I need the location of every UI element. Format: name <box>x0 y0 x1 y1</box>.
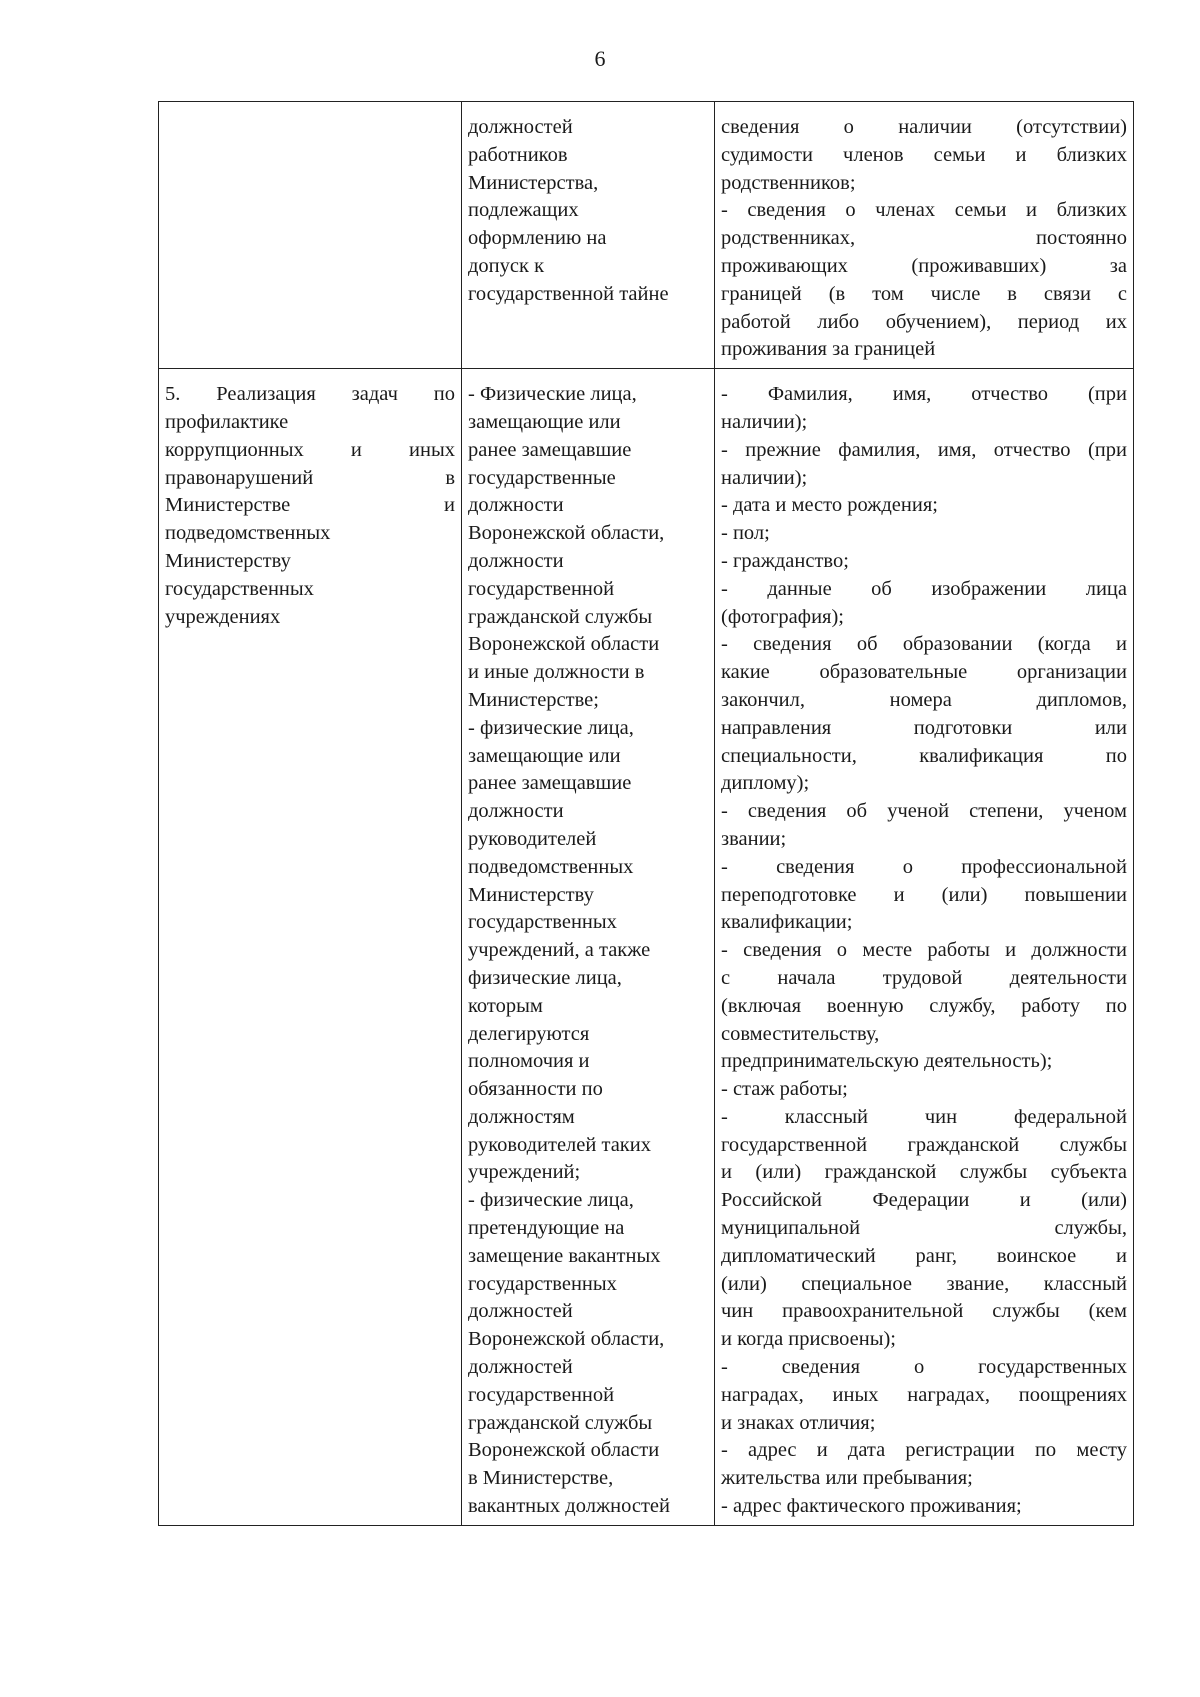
cell-line: гражданской службы <box>468 1411 653 1434</box>
cell-line: проживания за границей <box>721 338 936 361</box>
cell-line: проживающих (проживавших) за <box>721 254 1127 277</box>
cell-line: - физические лица, <box>468 1189 634 1212</box>
cell-line: и знаках отличия; <box>721 1411 876 1434</box>
cell-line: диплому); <box>721 772 810 795</box>
cell-line: сведения о наличии (отсутствии) <box>721 116 1127 138</box>
cell-line: и когда присвоены); <box>721 1328 897 1351</box>
cell-line: Министерстве; <box>468 688 599 711</box>
cell-line: подлежащих <box>468 199 579 222</box>
cell-purpose <box>159 102 462 369</box>
cell-line: работников <box>468 143 568 166</box>
cell-line: должностям <box>468 1105 575 1128</box>
cell-subjects <box>462 102 715 369</box>
data-processing-table <box>158 101 1134 1526</box>
cell-line: Воронежской области, <box>468 522 665 545</box>
cell-line: предпринимательскую деятельность); <box>721 1050 1053 1073</box>
cell-line: государственной гражданской службы <box>721 1133 1127 1156</box>
cell-line: - данные об изображении лица <box>721 577 1127 600</box>
cell-line: ранее замещавшие <box>468 438 632 461</box>
page-number: 6 <box>594 46 606 71</box>
cell-line: Воронежской области <box>468 1439 660 1462</box>
cell-line: с начала трудовой деятельности <box>721 966 1127 989</box>
cell-line: - сведения об образовании (когда и <box>721 633 1127 656</box>
cell-line: Министерству <box>165 549 291 572</box>
cell-line: оформлению на <box>468 227 607 250</box>
cell-line: - гражданство; <box>721 549 849 572</box>
cell-line: муниципальной службы, <box>721 1217 1127 1240</box>
cell-line: - сведения об ученой степени, ученом <box>721 800 1127 823</box>
cell-line: претендующие на <box>468 1217 625 1240</box>
cell-line: в Министерстве, <box>468 1467 614 1490</box>
cell-line: обязанности по <box>468 1078 603 1101</box>
cell-line: (фотография); <box>721 605 844 628</box>
cell-line: - стаж работы; <box>721 1078 848 1101</box>
cell-line: границей (в том числе в связи с <box>721 282 1127 305</box>
cell-line: замещающие или <box>468 410 621 433</box>
cell-line: руководителей таких <box>468 1133 651 1156</box>
cell-data-list <box>715 369 1134 1526</box>
cell-subjects <box>462 369 715 1526</box>
cell-line: - сведения о членах семьи и близких <box>721 199 1127 222</box>
cell-data-list <box>715 102 1134 369</box>
cell-line: родственников; <box>721 171 856 194</box>
cell-line: Министерстве и <box>165 494 455 517</box>
cell-line: - сведения о государственных <box>721 1356 1127 1379</box>
cell-line: - сведения о профессиональной <box>721 855 1127 878</box>
cell-line: должностей <box>468 1300 573 1323</box>
cell-line: - дата и место рождения; <box>721 494 938 517</box>
cell-line: государственных <box>468 1272 617 1295</box>
cell-line: - прежние фамилия, имя, отчество (при <box>721 438 1127 461</box>
cell-line: какие образовательные организации <box>721 661 1127 684</box>
cell-line: полномочия и <box>468 1050 590 1073</box>
cell-line: специальности, квалификация по <box>721 744 1127 767</box>
cell-line: Воронежской области <box>468 633 660 656</box>
cell-line: (включая военную службу, работу по <box>721 994 1127 1017</box>
cell-line: руководителей <box>468 827 597 850</box>
cell-line: дипломатический ранг, воинское и <box>721 1244 1127 1267</box>
cell-line: и иные должности в <box>468 661 645 684</box>
cell-line: подведомственных <box>468 855 634 878</box>
cell-line: - пол; <box>721 522 770 545</box>
cell-line: должности <box>468 800 564 823</box>
cell-line: вакантных должностей <box>468 1495 670 1518</box>
cell-line: переподготовке и (или) повышении <box>721 883 1127 906</box>
cell-line: государственной тайне <box>468 282 669 305</box>
cell-line: государственных <box>468 911 617 934</box>
cell-line: судимости членов семьи и близких <box>721 143 1127 166</box>
cell-line: квалификации; <box>721 911 853 934</box>
cell-line: учреждениях <box>165 605 281 628</box>
cell-line: жительства или пребывания; <box>721 1467 973 1490</box>
cell-line: родственниках, постоянно <box>721 227 1127 250</box>
cell-line: коррупционных и иных <box>165 438 455 461</box>
cell-line: - адрес и дата регистрации по месту <box>721 1439 1127 1462</box>
cell-line: гражданской службы <box>468 605 653 628</box>
cell-line: и (или) гражданской службы субъекта <box>721 1161 1127 1184</box>
cell-line: работой либо обучением), период их <box>721 310 1127 333</box>
cell-line: замещающие или <box>468 744 621 767</box>
cell-line: делегируются <box>468 1022 590 1045</box>
cell-line: - классный чин федеральной <box>721 1105 1127 1128</box>
cell-line: - сведения о месте работы и должности <box>721 939 1127 962</box>
cell-line: Российской Федерации и (или) <box>721 1189 1127 1212</box>
cell-line: допуск к <box>468 254 545 277</box>
cell-line: Воронежской области, <box>468 1328 665 1351</box>
cell-line: звании; <box>721 827 787 850</box>
cell-line: 5. Реализация задач по <box>165 383 455 406</box>
cell-line: правонарушений в <box>165 466 455 489</box>
cell-line: государственные <box>468 466 616 489</box>
cell-line: Министерству <box>468 883 594 906</box>
cell-line: замещение вакантных <box>468 1244 661 1267</box>
cell-line: должности <box>468 549 564 572</box>
cell-line: совместительству, <box>721 1022 880 1045</box>
cell-line: - Физические лица, <box>468 383 637 406</box>
cell-line: направления подготовки или <box>721 716 1127 739</box>
cell-line: должностей <box>468 116 573 138</box>
cell-line: подведомственных <box>165 522 331 545</box>
cell-line: чин правоохранительной службы (кем <box>721 1300 1127 1323</box>
cell-line: наградах, иных наградах, поощрениях <box>721 1383 1127 1406</box>
cell-line: учреждений; <box>468 1161 581 1184</box>
cell-line: учреждений, а также <box>468 939 651 962</box>
cell-line: - Фамилия, имя, отчество (при <box>721 383 1127 406</box>
cell-line: - адрес фактического проживания; <box>721 1495 1022 1518</box>
cell-line: профилактике <box>165 410 289 433</box>
cell-line: наличии); <box>721 410 808 433</box>
cell-line: (или) специальное звание, классный <box>721 1272 1127 1295</box>
table-row-5 <box>159 369 1134 1526</box>
cell-line: должности <box>468 494 564 517</box>
cell-line: закончил, номера дипломов, <box>721 688 1127 711</box>
cell-line: должностей <box>468 1356 573 1379</box>
table-row-continuation <box>159 102 1134 369</box>
cell-line: которым <box>468 994 543 1017</box>
cell-line: Министерства, <box>468 171 599 194</box>
cell-line: физические лица, <box>468 966 622 989</box>
cell-purpose <box>159 369 462 1526</box>
cell-line: наличии); <box>721 466 808 489</box>
cell-line: - физические лица, <box>468 716 634 739</box>
cell-line: государственной <box>468 1383 615 1406</box>
cell-line: ранее замещавшие <box>468 772 632 795</box>
cell-line: государственной <box>468 577 615 600</box>
cell-line: государственных <box>165 577 314 600</box>
